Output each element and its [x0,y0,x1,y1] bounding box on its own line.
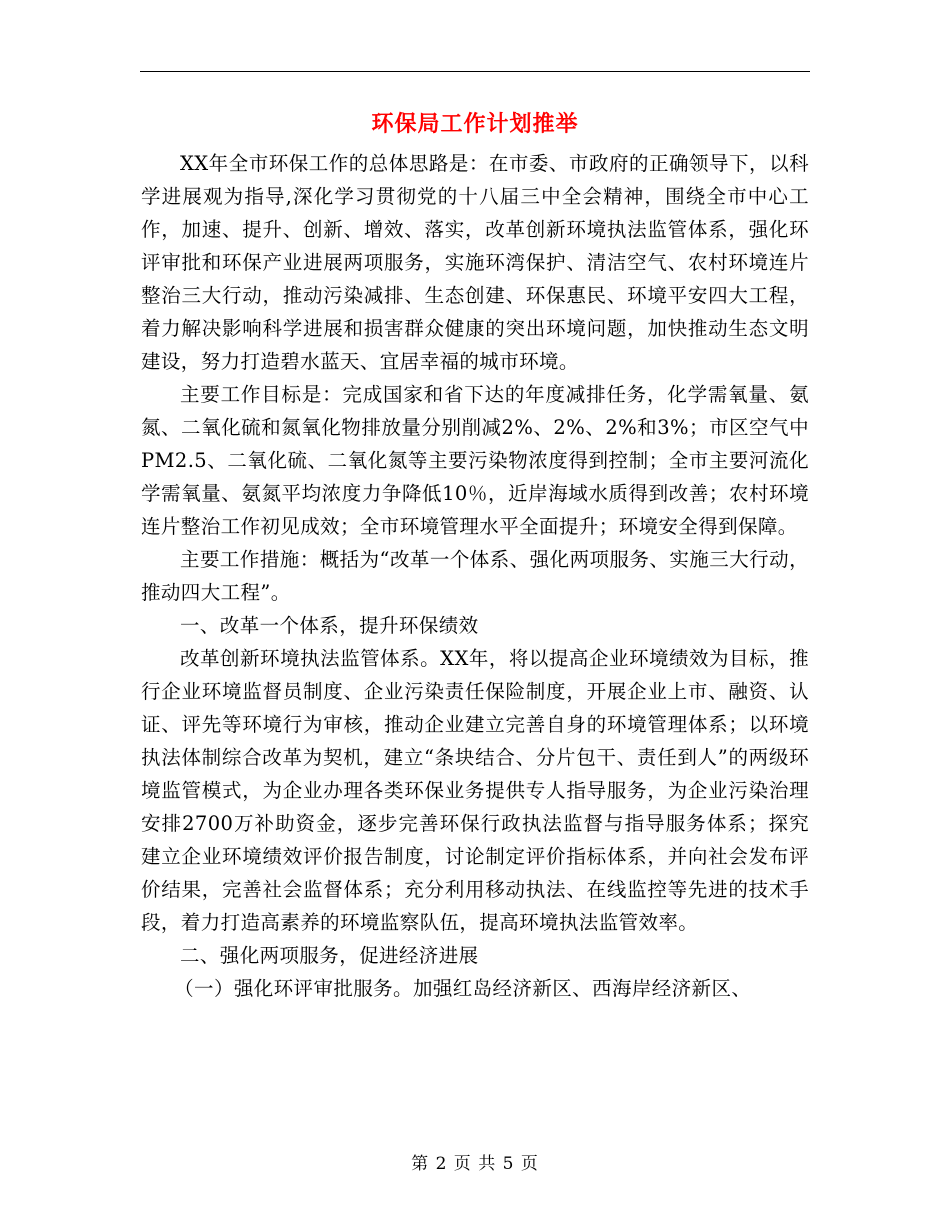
section-heading-2: 二、强化两项服务，促进经济进展 [180,944,479,967]
document-body [141,147,809,1005]
header-rule [140,71,810,72]
paragraph-section-1-body: 改革创新环境执法监管体系。XX年，将以提高企业环境绩效为目标，推行企业环境监督员制度、企业污染责任保险制度，开展企业上市、融资、认证、评先等环境行为审核，推动企业建立完善自身的环境管理体系；以环境执法体制综合改革为契机，建立“条块结合、分片包干、责任到人”的两级环境监管模式，为企业办理各类环保业务提供专人指导服务，为企业污染治理安排2700万补助资金，逐步完善环保行政执法监督与指导服务体系；探究建立企业环境绩效评价报告制度，讨论制定评价指标体系，并向社会发布评价结果，完善社会监督体系；充分利用移动执法、在线监控等先进的技术手段，着力打造高素养的环境监察队伍，提高环境执法监管效率。 [141,647,809,934]
document-title: 环保局工作计划推举 [371,112,579,137]
page-number-footer: 第 2 页 共 5 页 [411,1154,539,1174]
section-heading-1: 一、改革一个体系，提升环保绩效 [180,614,479,637]
paragraph-overall-approach: XX年全市环保工作的总体思路是：在市委、市政府的正确领导下，以科学进展观为指导,深化学习贯彻党的十八届三中全会精神，围绕全市中心工作，加速、提升、创新、增效、落实，改革创新环境执法监管体系，强化环评审批和环保产业进展两项服务，实施环湾保护、清洁空气、农村环境连片整治三大行动，推动污染减排、生态创建、环保惠民、环境平安四大工程，着力解决影响科学进展和损害群众健康的突出环境问题，加快推动生态文明建设，努力打造碧水蓝天、宜居幸福的城市环境。 [141,152,809,373]
paragraph-main-measures: 主要工作措施：概括为“改革一个体系、强化两项服务、实施三大行动，推动四大工程”。 [141,548,809,604]
paragraph-main-goals: 主要工作目标是：完成国家和省下达的年度减排任务，化学需氧量、氨氮、二氧化硫和氮氧化物排放量分别削减2%、2%、2%和3%；市区空气中PM2.5、二氧化硫、二氧化氮等主要污染物浓度得到控制；全市主要河流化学需氧量、氨氮平均浓度力争降低10％，近岸海域水质得到改善；农村环境连片整治工作初见成效；全市环境管理水平全面提升；环境安全得到保障。 [141,383,809,538]
paragraph-subsection-1: （一）强化环评审批服务。加强红岛经济新区、西海岸经济新区、 [174,977,752,1000]
